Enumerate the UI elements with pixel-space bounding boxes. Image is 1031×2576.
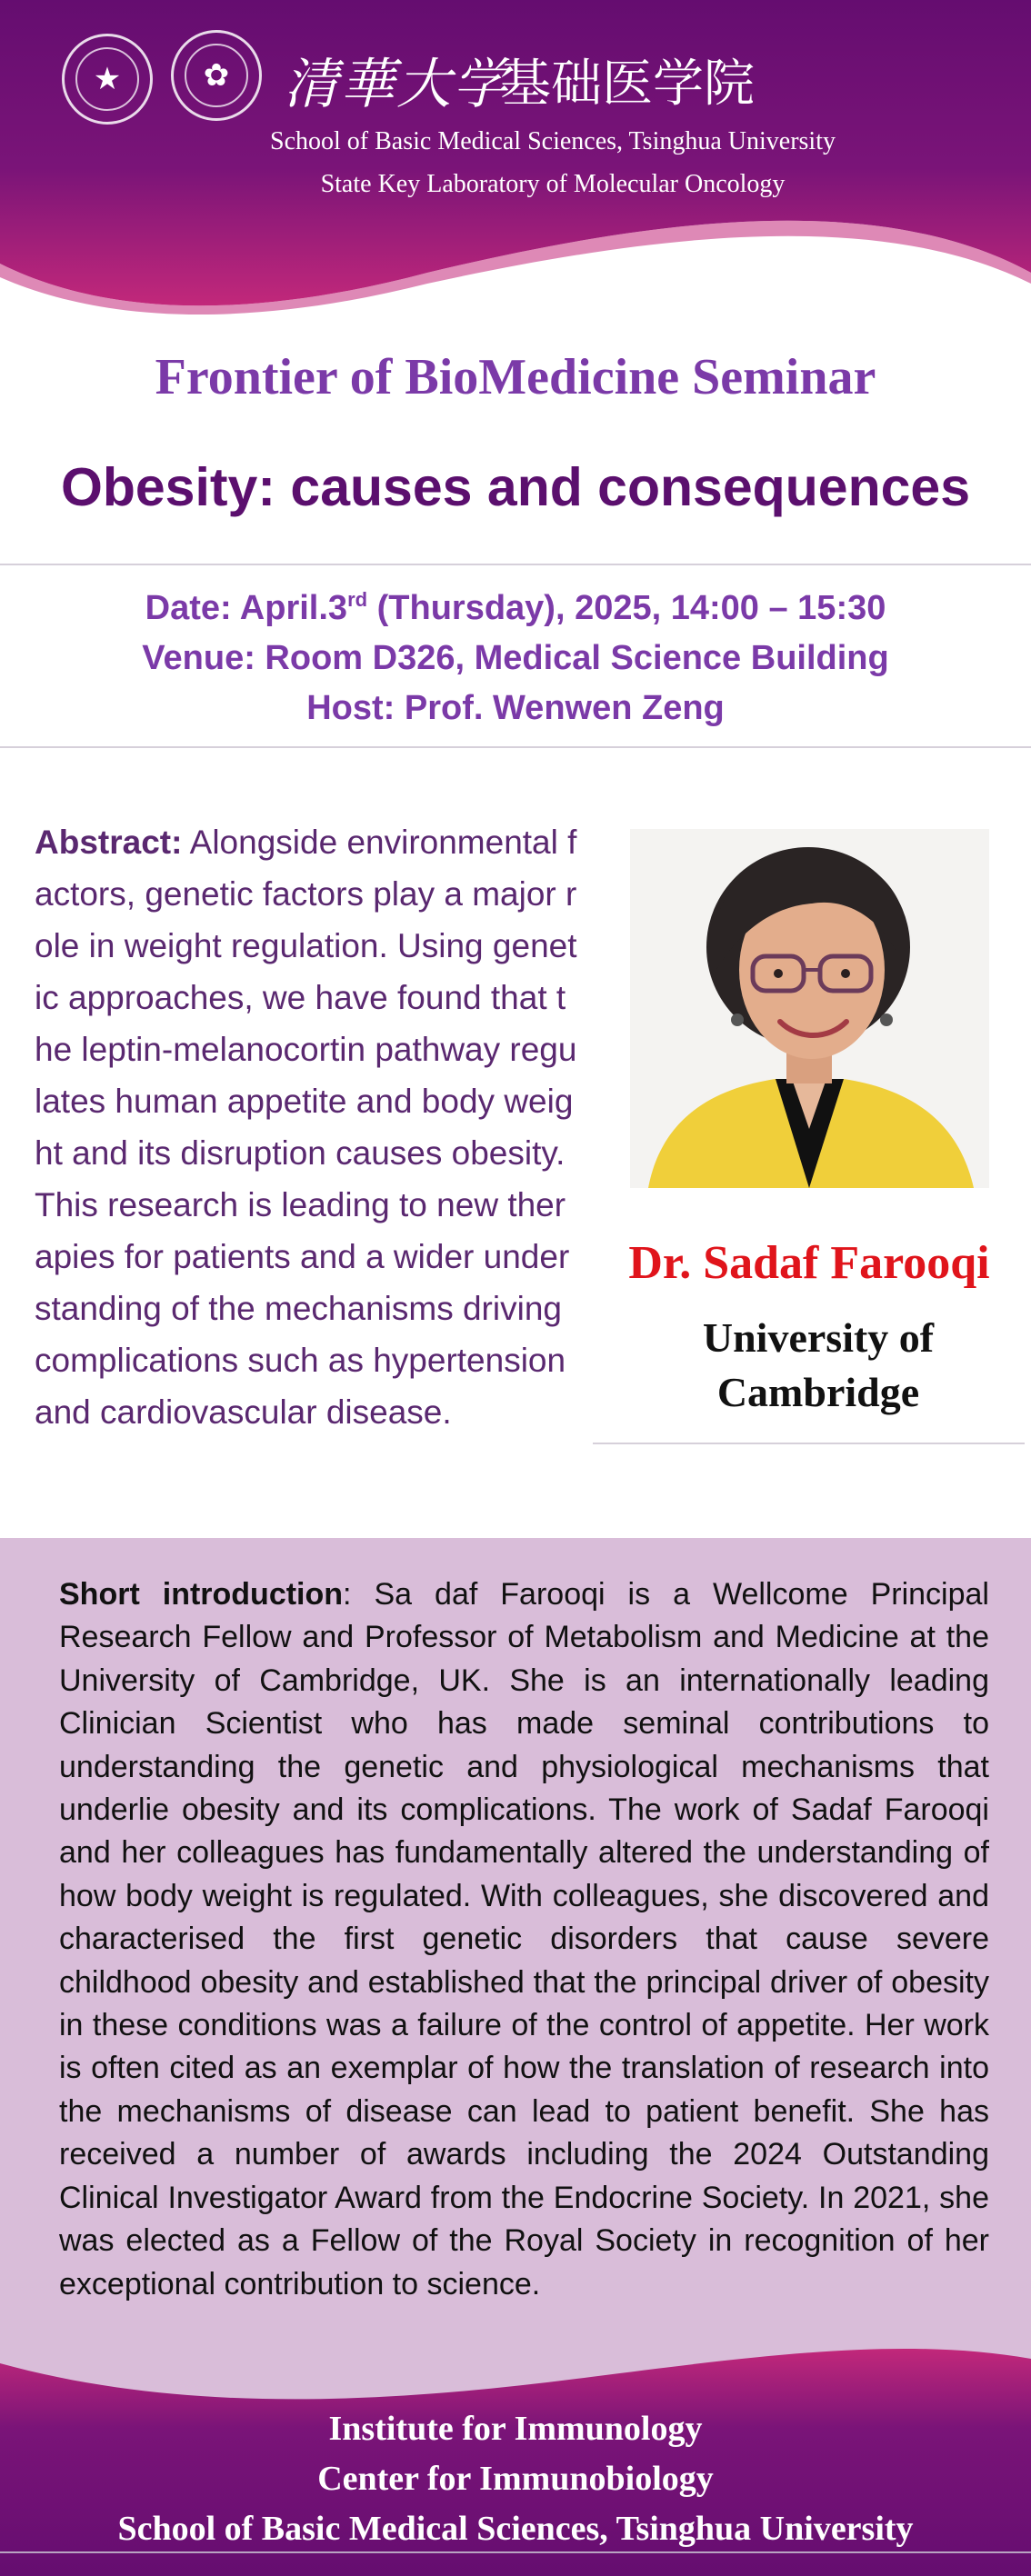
header-banner: [0, 0, 1031, 327]
event-host: Host: Prof. Wenwen Zeng: [306, 689, 725, 727]
lab-name-en: State Key Laboratory of Molecular Oncology: [320, 170, 786, 198]
speaker-affiliation: University of Cambridge: [702, 1314, 935, 1415]
talk-title: Obesity: causes and consequences: [60, 457, 971, 517]
abstract: [35, 816, 580, 1438]
footer-center: Center for Immunobiology: [317, 2460, 714, 2498]
school-name-en: School of Basic Medical Sciences, Tsinghua University: [270, 127, 836, 155]
footer-school: School of Basic Medical Sciences, Tsinghua University: [117, 2510, 914, 2548]
event-date: Date: April.3rd (Thursday), 2025, 14:00 – 15:30: [145, 588, 886, 627]
school-emblem-icon: ✿: [171, 30, 262, 121]
speaker-photo: [630, 829, 989, 1188]
event-venue: Venue: Room D326, Medical Science Building: [142, 639, 889, 677]
divider: [0, 746, 1031, 748]
abstract-label: Abstract:: [35, 824, 183, 861]
divider: [0, 564, 1031, 565]
intro-label: Short introduction: [59, 1577, 344, 1612]
seminar-series-title: Frontier of BioMedicine Seminar: [155, 349, 876, 405]
university-seal-icon: ★: [62, 34, 153, 125]
abstract-text: Alongside environmental factors, genetic factors play a major role in weight regulation. Using genetic approaches, we have found that the leptin-melanocortin pathway regulates human appetite and body weight and its disruption causes obesity. This research is leading to new therapies for patients and a wider understanding of the mechanisms driving complications such as hypertension and cardiovascular disease.: [35, 824, 577, 1431]
footer-institute: Institute for Immunology: [328, 2410, 703, 2448]
intro-text: : Sa daf Farooqi is a Wellcome Principal Research Fellow and Professor of Metabolism and Medicine at the University of Cambridge, UK. She is an internationally leading Clinician Scientist who has made seminal contributions to understanding the genetic and physiological mechanisms that underlie obesity and its complications. The work of Sadaf Farooqi and her colleagues has fundamentally altered the understanding of how body weight is regulated. With colleagues, she discovered and characterised the first genetic disorders that cause severe childhood obesity and established that the principal driver of obesity in these conditions was a failure of the control of appetite. Her work is often cited as an exemplar of how the translation of research into the mechanisms of disease can lead to patient benefit. She has received a number of awards including the 2024 Outstanding Clinical Investigator Award from the Endocrine Society. In 2021, she was elected as a Fellow of the Royal Society in recognition of her exceptional contribution to science.: [59, 1577, 989, 2301]
university-name-cn: 清華大学: [284, 53, 509, 116]
divider: [593, 1443, 1025, 1444]
school-name-cn: 基础医学院: [500, 55, 755, 114]
short-introduction: [59, 1573, 989, 2306]
speaker-name: Dr. Sadaf Farooqi: [628, 1237, 990, 1289]
